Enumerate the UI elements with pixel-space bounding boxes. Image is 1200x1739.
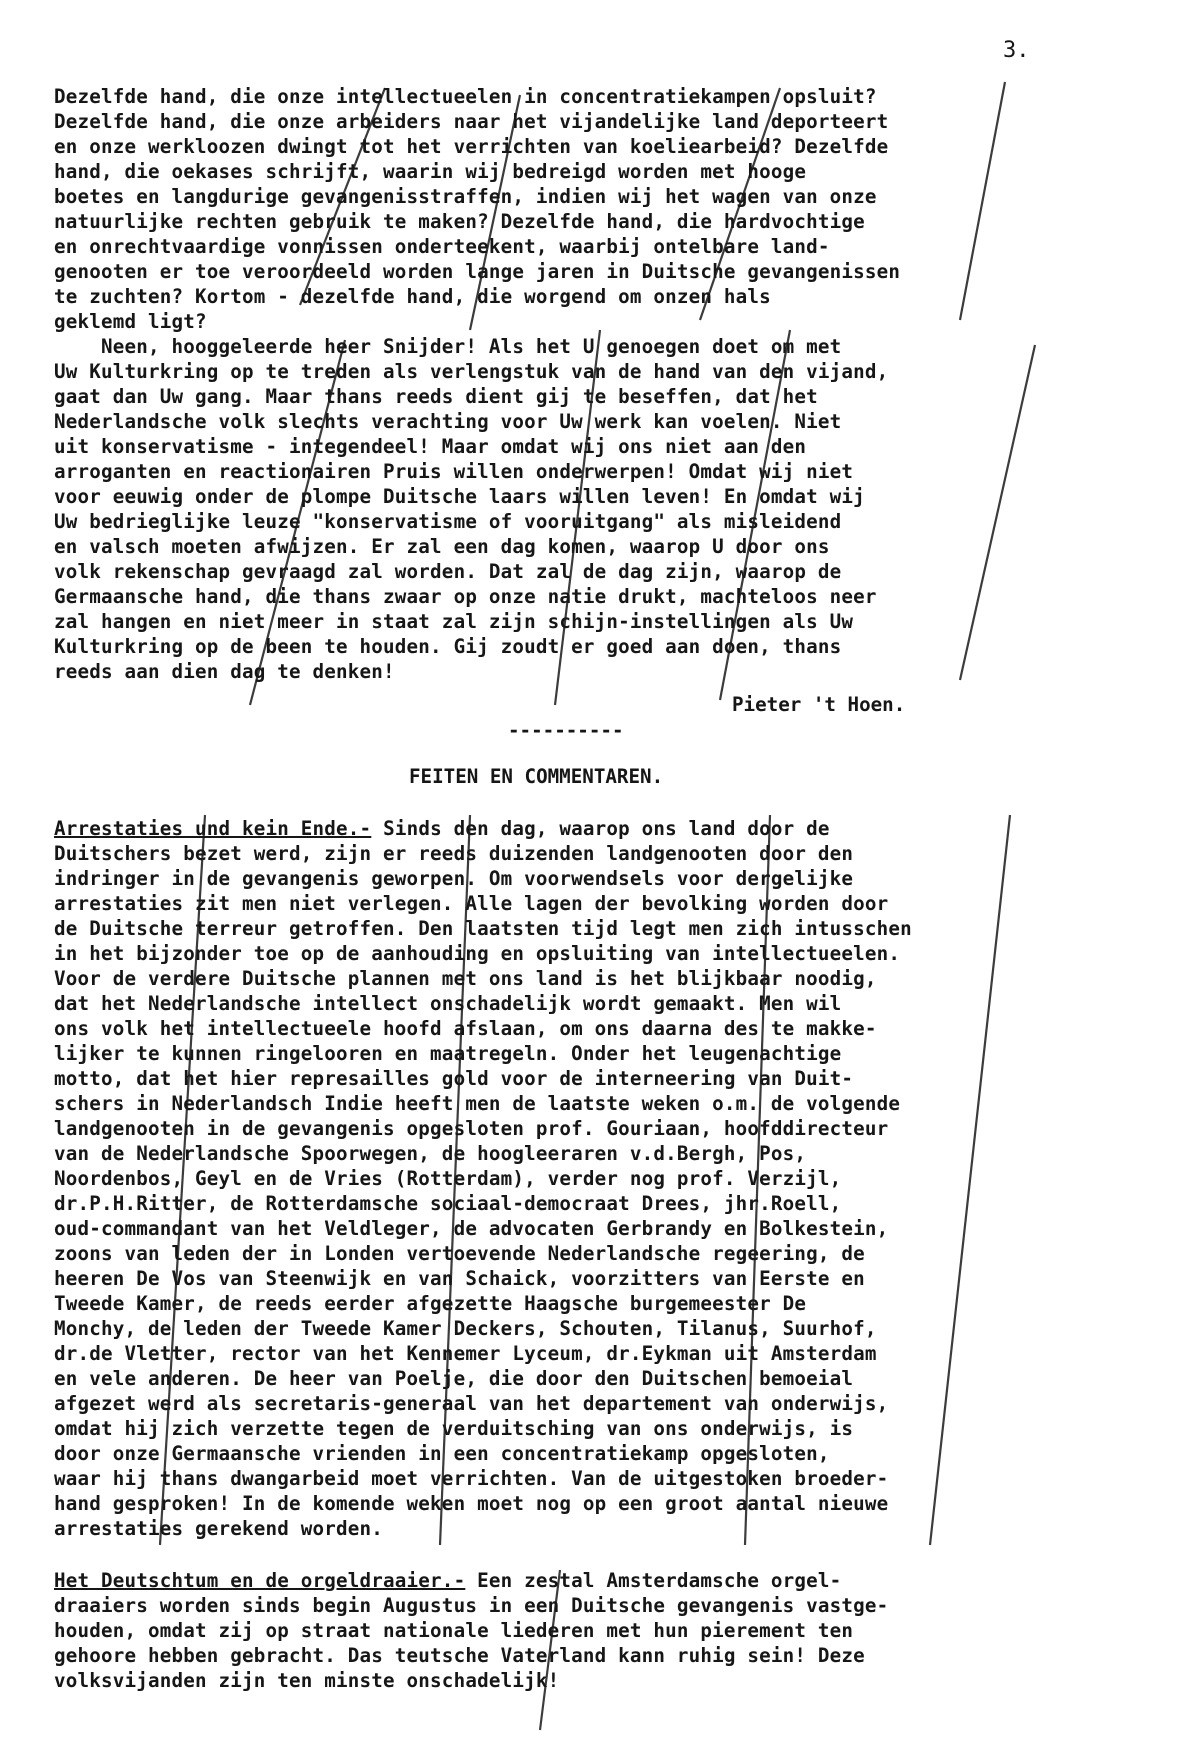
text-line: Uw Kulturkring op te treden als verlengstuk van de hand van den vijand,: [54, 360, 889, 383]
text-line: Dezelfde hand, die onze arbeiders naar het vijandelijke land deporteert: [54, 110, 889, 133]
text-line: door onze Germaansche vrienden in een concentratiekamp opgesloten,: [54, 1442, 830, 1465]
text-line: Voor de verdere Duitsche plannen met ons land is het blijkbaar noodig,: [54, 967, 877, 990]
text-line: indringer in de gevangenis geworpen. Om voorwendsels voor dergelijke: [54, 867, 854, 890]
text-line: dat het Nederlandsche intellect onschadelijk wordt gemaakt. Men wil: [54, 992, 842, 1015]
text-line: waar hij thans dwangarbeid moet verrichten. Van de uitgestoken broeder-: [54, 1467, 889, 1490]
text-line: gaat dan Uw gang. Maar thans reeds dient gij te beseffen, dat het: [54, 385, 818, 408]
text-line: Neen, hooggeleerde heer Snijder! Als het U genoegen doet om met: [54, 335, 842, 358]
text-line: draaiers worden sinds begin Augustus in een Duitsche gevangenis vastge-: [54, 1594, 889, 1617]
text-line: Tweede Kamer, de reeds eerder afgezette Haagsche burgemeester De: [54, 1292, 807, 1315]
text-line: arrestaties gerekend worden.: [54, 1517, 384, 1540]
text-line: zoons van leden der in Londen vertoevende Nederlandsche regeering, de: [54, 1242, 865, 1265]
text-line: Duitschers bezet werd, zijn er reeds duizenden landgenooten door den: [54, 842, 854, 865]
text-line: te zuchten? Kortom - dezelfde hand, die worgend om onzen hals: [54, 285, 771, 308]
text-line: landgenooten in de gevangenis opgesloten prof. Gouriaan, hoofddirecteur: [54, 1117, 889, 1140]
text-line: lijker te kunnen ringelooren en maatregeln. Onder het leugenachtige: [54, 1042, 842, 1065]
text-line: in het bijzonder toe op de aanhouding en opsluiting van intellectueelen.: [54, 942, 901, 965]
text-line: Germaansche hand, die thans zwaar op onze natie drukt, machteloos neer: [54, 585, 877, 608]
text-line: genooten er toe veroordeeld worden lange jaren in Duitsche gevangenissen: [54, 260, 901, 283]
text-line: gehoore hebben gebracht. Das teutsche Vaterland kann ruhig sein! Deze: [54, 1644, 865, 1667]
letter-continuation: [54, 84, 1144, 684]
text-line: omdat hij zich verzette tegen de verduitsching van ons onderwijs, is: [54, 1417, 854, 1440]
article-first-line-text: Sinds den dag, waarop ons land door de: [371, 817, 830, 840]
text-line: dr.de Vletter, rector van het Kennemer Lyceum, dr.Eykman uit Amsterdam: [54, 1342, 877, 1365]
text-line: hand, die oekases schrijft, waarin wij bedreigd worden met hooge: [54, 160, 807, 183]
text-line: oud-commandant van het Veldleger, de advocaten Gerbrandy en Bolkestein,: [54, 1217, 889, 1240]
text-line: arroganten en reactionairen Pruis willen onderwerpen! Omdat wij niet: [54, 460, 854, 483]
article-first-line-text: Een zestal Amsterdamsche orgel-: [465, 1569, 842, 1592]
text-line: houden, omdat zij op straat nationale liederen met hun pierement ten: [54, 1619, 854, 1642]
text-line: motto, dat het hier represailles gold voor de interneering van Duit-: [54, 1067, 854, 1090]
text-line: Uw bedrieglijke leuze "konservatisme of vooruitgang" als misleidend: [54, 510, 842, 533]
text-line: arrestaties zit men niet verlegen. Alle lagen der bevolking worden door: [54, 892, 889, 915]
text-line: volksvijanden zijn ten minste onschadelijk!: [54, 1669, 560, 1692]
text-line: en valsch moeten afwijzen. Er zal een dag komen, waarop U door ons: [54, 535, 830, 558]
article-first-line: [54, 816, 1144, 841]
text-line: ons volk het intellectueele hoofd afslaan, om ons daarna des te makke-: [54, 1017, 877, 1040]
text-line: van de Nederlandsche Spoorwegen, de hoogleeraren v.d.Bergh, Pos,: [54, 1142, 807, 1165]
text-line: Kulturkring op de been te houden. Gij zoudt er goed aan doen, thans: [54, 635, 842, 658]
text-line: heeren De Vos van Steenwijk en van Schaick, voorzitters van Eerste en: [54, 1267, 865, 1290]
text-line: reeds aan dien dag te denken!: [54, 660, 395, 683]
text-line: Monchy, de leden der Tweede Kamer Deckers, Schouten, Tilanus, Suurhof,: [54, 1317, 877, 1340]
text-line: dr.P.H.Ritter, de Rotterdamsche sociaal-democraat Drees, jhr.Roell,: [54, 1192, 842, 1215]
text-line: geklemd ligt?: [54, 310, 207, 333]
separator-line: ----------: [508, 719, 624, 742]
text-line: de Duitsche terreur getroffen. Den laatsten tijd legt men zich intusschen: [54, 917, 912, 940]
text-line: hand gesproken! In de komende weken moet nog op een groot aantal nieuwe: [54, 1492, 889, 1515]
text-line: en onze werkloozen dwingt tot het verrichten van koeliearbeid? Dezelfde: [54, 135, 889, 158]
article-orgeldraaier: [54, 1568, 1144, 1693]
text-line: natuurlijke rechten gebruik te maken? Dezelfde hand, die hardvochtige: [54, 210, 865, 233]
text-line: zal hangen en niet meer in staat zal zijn schijn-instellingen als Uw: [54, 610, 854, 633]
text-line: uit konservatisme - integendeel! Maar omdat wij ons niet aan den: [54, 435, 807, 458]
text-line: boetes en langdurige gevangenisstraffen, indien wij het wagen van onze: [54, 185, 877, 208]
text-line: schers in Nederlandsch Indie heeft men de laatste weken o.m. de volgende: [54, 1092, 901, 1115]
text-line: en vele anderen. De heer van Poelje, die door den Duitschen bemoeial: [54, 1367, 854, 1390]
text-line: en onrechtvaardige vonnissen onderteekent, waarbij ontelbare land-: [54, 235, 830, 258]
article-title: Arrestaties und kein Ende.-: [54, 817, 372, 840]
text-line: Dezelfde hand, die onze intellectueelen in concentratiekampen opsluit?: [54, 85, 877, 108]
signature: Pieter 't Hoen.: [732, 693, 906, 716]
text-line: volk rekenschap gevraagd zal worden. Dat zal de dag zijn, waarop de: [54, 560, 842, 583]
page-number: 3.: [1003, 38, 1030, 63]
section-heading: FEITEN EN COMMENTAREN.: [409, 765, 664, 788]
text-line: Nederlandsche volk slechts verachting voor Uw werk kan voelen. Niet: [54, 410, 842, 433]
article-title: Het Deutschtum en de orgeldraaier.-: [54, 1569, 466, 1592]
text-line: voor eeuwig onder de plompe Duitsche laars willen leven! En omdat wij: [54, 485, 865, 508]
text-line: afgezet werd als secretaris-generaal van het departement van onderwijs,: [54, 1392, 889, 1415]
text-line: Noordenbos, Geyl en de Vries (Rotterdam), verder nog prof. Verzijl,: [54, 1167, 842, 1190]
article-arrestaties: [54, 816, 1144, 1541]
article-first-line: [54, 1568, 1144, 1593]
